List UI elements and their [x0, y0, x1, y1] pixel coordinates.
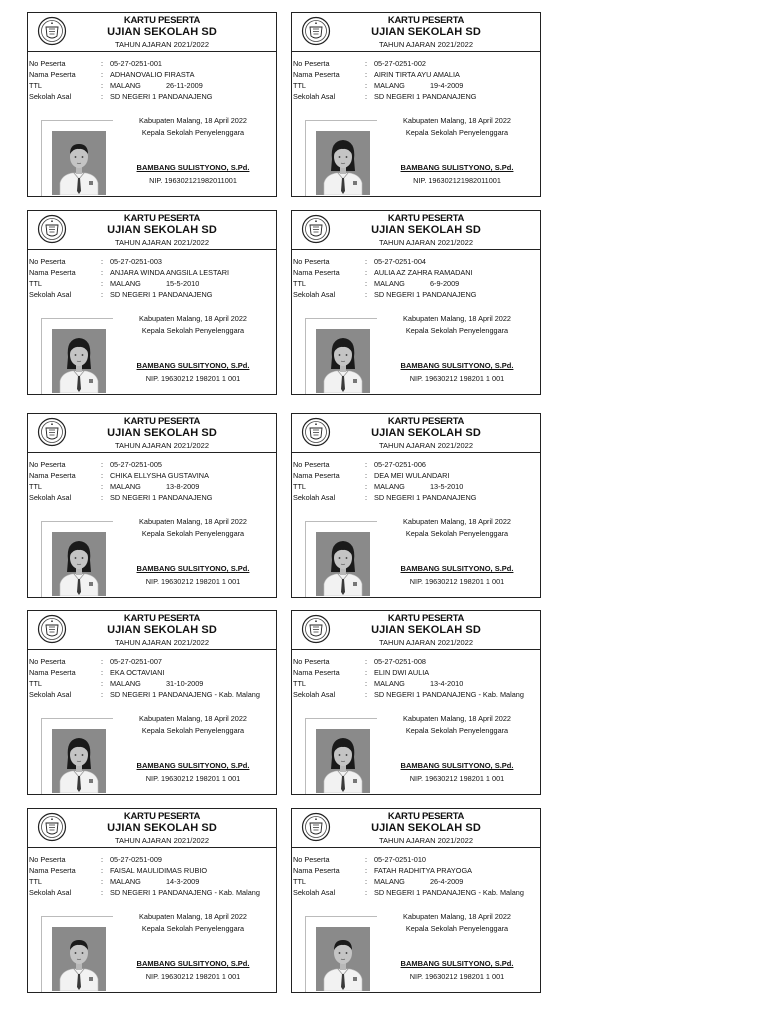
student-photo: [316, 729, 370, 793]
value-nama-peserta: ADHANOVALIO FIRASTA: [110, 70, 195, 79]
photo-frame: [305, 521, 377, 597]
participant-card: [27, 808, 277, 993]
colon: :: [365, 81, 368, 90]
label-no-peserta: No Peserta: [29, 460, 66, 469]
label-nama-peserta: Nama Peserta: [29, 70, 76, 79]
student-photo: [52, 532, 106, 596]
participant-card: [291, 808, 541, 993]
signer-role: Kepala Sekolah Penyelenggara: [141, 128, 245, 137]
student-portrait-icon: [52, 729, 106, 793]
label-sekolah-asal: Sekolah Asal: [29, 493, 72, 502]
signer-name: BAMBANG SULISTYONO, S.Pd.: [400, 163, 514, 172]
label-nama-peserta: Nama Peserta: [293, 866, 340, 875]
card-header: [28, 414, 276, 453]
label-ttl: TTL: [293, 679, 306, 688]
card-subtitle: UJIAN SEKOLAH SD: [107, 427, 217, 439]
photo-frame: [41, 120, 113, 196]
student-portrait-icon: [52, 329, 106, 393]
academic-year: TAHUN AJARAN 2021/2022: [114, 836, 210, 845]
photo-frame: [41, 318, 113, 394]
student-portrait-icon: [316, 729, 370, 793]
student-photo: [52, 131, 106, 195]
value-birth-city: MALANG: [374, 279, 405, 288]
student-photo: [52, 927, 106, 991]
photo-frame: [41, 718, 113, 794]
label-sekolah-asal: Sekolah Asal: [293, 290, 336, 299]
colon: :: [101, 279, 104, 288]
student-portrait-icon: [316, 131, 370, 195]
label-no-peserta: No Peserta: [293, 657, 330, 666]
place-date: Kabupaten Malang, 18 April 2022: [139, 116, 247, 125]
academic-year: TAHUN AJARAN 2021/2022: [378, 638, 474, 647]
signer-nip: NIP. 196302121982011001: [149, 176, 237, 185]
signer-role: Kepala Sekolah Penyelenggara: [141, 924, 245, 933]
value-no-peserta: 05-27-0251-007: [110, 657, 162, 666]
value-sekolah-asal: SD NEGERI 1 PANDANAJENG - Kab. Malang: [110, 888, 260, 897]
signer-nip: NIP. 196302121982011001: [413, 176, 501, 185]
colon: :: [365, 657, 368, 666]
label-sekolah-asal: Sekolah Asal: [293, 92, 336, 101]
student-portrait-icon: [52, 131, 106, 195]
card-header: [292, 611, 540, 650]
colon: :: [101, 657, 104, 666]
signer-name: BAMBANG SULISTYONO, S.Pd.: [136, 163, 250, 172]
academic-year: TAHUN AJARAN 2021/2022: [114, 638, 210, 647]
label-nama-peserta: Nama Peserta: [293, 268, 340, 277]
value-nama-peserta: ELIN DWI AULIA: [374, 668, 430, 677]
card-header: [28, 13, 276, 52]
signer-role: Kepala Sekolah Penyelenggara: [141, 529, 245, 538]
label-ttl: TTL: [293, 482, 306, 491]
photo-frame: [305, 318, 377, 394]
value-nama-peserta: AIRIN TIRTA AYU AMALIA: [374, 70, 460, 79]
label-no-peserta: No Peserta: [29, 657, 66, 666]
value-nama-peserta: ANJARA WINDA ANGSILA LESTARI: [110, 268, 230, 277]
academic-year: TAHUN AJARAN 2021/2022: [378, 238, 474, 247]
value-birth-date: 15-5-2010: [166, 279, 200, 288]
place-date: Kabupaten Malang, 18 April 2022: [139, 517, 247, 526]
colon: :: [101, 257, 104, 266]
signer-role: Kepala Sekolah Penyelenggara: [405, 924, 509, 933]
card-subtitle: UJIAN SEKOLAH SD: [371, 822, 481, 834]
value-sekolah-asal: SD NEGERI 1 PANDANAJENG - Kab. Malang: [374, 888, 524, 897]
value-birth-date: 26-4-2009: [430, 877, 464, 886]
card-title: KARTU PESERTA: [387, 416, 465, 427]
card-subtitle: UJIAN SEKOLAH SD: [371, 224, 481, 236]
signer-name: BAMBANG SULSITYONO, S.Pd.: [400, 959, 514, 968]
value-birth-city: MALANG: [374, 877, 405, 886]
colon: :: [365, 92, 368, 101]
place-date: Kabupaten Malang, 18 April 2022: [403, 912, 511, 921]
value-birth-city: MALANG: [374, 482, 405, 491]
value-birth-date: 13-4-2010: [430, 679, 464, 688]
label-ttl: TTL: [293, 877, 306, 886]
signer-name: BAMBANG SULSITYONO, S.Pd.: [136, 959, 250, 968]
label-no-peserta: No Peserta: [293, 59, 330, 68]
colon: :: [365, 471, 368, 480]
student-photo: [52, 729, 106, 793]
label-no-peserta: No Peserta: [293, 460, 330, 469]
participant-card: [291, 413, 541, 598]
value-birth-date: 14-3-2009: [166, 877, 200, 886]
signer-nip: NIP. 19630212 198201 1 001: [145, 577, 241, 586]
value-birth-city: MALANG: [110, 81, 141, 90]
value-nama-peserta: DEA MEI WULANDARI: [374, 471, 450, 480]
colon: :: [365, 855, 368, 864]
value-sekolah-asal: SD NEGERI 1 PANDANAJENG: [110, 92, 213, 101]
academic-year: TAHUN AJARAN 2021/2022: [114, 238, 210, 247]
label-no-peserta: No Peserta: [29, 59, 66, 68]
label-sekolah-asal: Sekolah Asal: [29, 888, 72, 897]
card-title: KARTU PESERTA: [123, 613, 201, 624]
photo-frame: [41, 916, 113, 992]
value-birth-city: MALANG: [110, 482, 141, 491]
colon: :: [365, 690, 368, 699]
colon: :: [365, 279, 368, 288]
colon: :: [365, 482, 368, 491]
signer-name: BAMBANG SULSITYONO, S.Pd.: [136, 761, 250, 770]
colon: :: [101, 866, 104, 875]
participant-card: [27, 12, 277, 197]
signer-name: BAMBANG SULSITYONO, S.Pd.: [400, 564, 514, 573]
student-photo: [316, 131, 370, 195]
signer-nip: NIP. 19630212 198201 1 001: [409, 374, 505, 383]
card-header: [28, 809, 276, 848]
participant-card: [27, 210, 277, 395]
colon: :: [365, 866, 368, 875]
value-no-peserta: 05-27-0251-003: [110, 257, 162, 266]
colon: :: [101, 460, 104, 469]
value-nama-peserta: FAISAL MAULIDIMAS RUBIO: [110, 866, 208, 875]
student-photo: [316, 927, 370, 991]
card-title: KARTU PESERTA: [387, 213, 465, 224]
student-portrait-icon: [52, 532, 106, 596]
participant-card: [291, 12, 541, 197]
signer-nip: NIP. 19630212 198201 1 001: [145, 972, 241, 981]
colon: :: [365, 668, 368, 677]
label-nama-peserta: Nama Peserta: [293, 668, 340, 677]
academic-year: TAHUN AJARAN 2021/2022: [114, 441, 210, 450]
place-date: Kabupaten Malang, 18 April 2022: [139, 912, 247, 921]
label-ttl: TTL: [293, 279, 306, 288]
colon: :: [101, 877, 104, 886]
value-sekolah-asal: SD NEGERI 1 PANDANAJENG - Kab. Malang: [374, 690, 524, 699]
signer-role: Kepala Sekolah Penyelenggara: [405, 326, 509, 335]
card-header: [292, 809, 540, 848]
value-birth-date: 6-9-2009: [430, 279, 460, 288]
colon: :: [365, 290, 368, 299]
label-sekolah-asal: Sekolah Asal: [29, 690, 72, 699]
value-birth-date: 26-11-2009: [166, 81, 203, 90]
value-birth-date: 13-8-2009: [166, 482, 200, 491]
colon: :: [365, 59, 368, 68]
signer-nip: NIP. 19630212 198201 1 001: [409, 972, 505, 981]
card-subtitle: UJIAN SEKOLAH SD: [371, 26, 481, 38]
label-ttl: TTL: [29, 81, 42, 90]
label-nama-peserta: Nama Peserta: [29, 866, 76, 875]
photo-frame: [305, 718, 377, 794]
card-header: [28, 211, 276, 250]
value-no-peserta: 05-27-0251-004: [374, 257, 426, 266]
signer-nip: NIP. 19630212 198201 1 001: [145, 774, 241, 783]
label-nama-peserta: Nama Peserta: [293, 471, 340, 480]
value-nama-peserta: CHIKA ELLYSHA GUSTAVINA: [110, 471, 209, 480]
label-no-peserta: No Peserta: [293, 257, 330, 266]
participant-card: [291, 610, 541, 795]
participant-card: [27, 413, 277, 598]
value-no-peserta: 05-27-0251-001: [110, 59, 162, 68]
card-subtitle: UJIAN SEKOLAH SD: [107, 822, 217, 834]
academic-year: TAHUN AJARAN 2021/2022: [378, 40, 474, 49]
colon: :: [365, 460, 368, 469]
card-title: KARTU PESERTA: [387, 15, 465, 26]
colon: :: [365, 493, 368, 502]
value-birth-city: MALANG: [374, 81, 405, 90]
colon: :: [101, 81, 104, 90]
card-subtitle: UJIAN SEKOLAH SD: [371, 624, 481, 636]
card-header: [292, 13, 540, 52]
signer-role: Kepala Sekolah Penyelenggara: [405, 726, 509, 735]
colon: :: [365, 257, 368, 266]
card-subtitle: UJIAN SEKOLAH SD: [107, 224, 217, 236]
label-nama-peserta: Nama Peserta: [29, 471, 76, 480]
label-no-peserta: No Peserta: [29, 257, 66, 266]
academic-year: TAHUN AJARAN 2021/2022: [378, 441, 474, 450]
student-portrait-icon: [52, 927, 106, 991]
value-nama-peserta: AULIA AZ ZAHRA RAMADANI: [374, 268, 473, 277]
label-no-peserta: No Peserta: [29, 855, 66, 864]
signer-name: BAMBANG SULSITYONO, S.Pd.: [400, 761, 514, 770]
participant-card: [291, 210, 541, 395]
colon: :: [101, 290, 104, 299]
colon: :: [101, 668, 104, 677]
label-sekolah-asal: Sekolah Asal: [293, 493, 336, 502]
card-subtitle: UJIAN SEKOLAH SD: [107, 26, 217, 38]
label-nama-peserta: Nama Peserta: [29, 668, 76, 677]
card-title: KARTU PESERTA: [123, 416, 201, 427]
card-title: KARTU PESERTA: [387, 811, 465, 822]
student-photo: [316, 329, 370, 393]
student-portrait-icon: [316, 329, 370, 393]
value-birth-date: 31-10-2009: [166, 679, 204, 688]
photo-frame: [305, 916, 377, 992]
value-no-peserta: 05-27-0251-006: [374, 460, 426, 469]
label-sekolah-asal: Sekolah Asal: [293, 888, 336, 897]
label-ttl: TTL: [29, 482, 42, 491]
signer-role: Kepala Sekolah Penyelenggara: [141, 726, 245, 735]
colon: :: [365, 888, 368, 897]
value-birth-date: 13-5-2010: [430, 482, 464, 491]
value-sekolah-asal: SD NEGERI 1 PANDANAJENG - Kab. Malang: [110, 690, 260, 699]
card-header: [28, 611, 276, 650]
signer-nip: NIP. 19630212 198201 1 001: [145, 374, 241, 383]
place-date: Kabupaten Malang, 18 April 2022: [403, 714, 511, 723]
signer-name: BAMBANG SULSITYONO, S.Pd.: [136, 361, 250, 370]
colon: :: [101, 888, 104, 897]
student-portrait-icon: [316, 532, 370, 596]
colon: :: [101, 471, 104, 480]
value-sekolah-asal: SD NEGERI 1 PANDANAJENG: [374, 92, 477, 101]
signer-role: Kepala Sekolah Penyelenggara: [405, 529, 509, 538]
label-nama-peserta: Nama Peserta: [29, 268, 76, 277]
colon: :: [365, 877, 368, 886]
colon: :: [365, 268, 368, 277]
value-birth-city: MALANG: [110, 279, 141, 288]
signer-name: BAMBANG SULSITYONO, S.Pd.: [136, 564, 250, 573]
photo-frame: [41, 521, 113, 597]
colon: :: [101, 70, 104, 79]
photo-frame: [305, 120, 377, 196]
value-sekolah-asal: SD NEGERI 1 PANDANAJENG: [110, 493, 213, 502]
value-birth-city: MALANG: [110, 679, 141, 688]
card-header: [292, 211, 540, 250]
value-no-peserta: 05-27-0251-002: [374, 59, 426, 68]
value-sekolah-asal: SD NEGERI 1 PANDANAJENG: [110, 290, 213, 299]
value-no-peserta: 05-27-0251-005: [110, 460, 162, 469]
card-title: KARTU PESERTA: [123, 213, 201, 224]
student-photo: [52, 329, 106, 393]
academic-year: TAHUN AJARAN 2021/2022: [114, 40, 210, 49]
colon: :: [101, 482, 104, 491]
label-sekolah-asal: Sekolah Asal: [29, 92, 72, 101]
label-ttl: TTL: [29, 877, 42, 886]
colon: :: [101, 92, 104, 101]
academic-year: TAHUN AJARAN 2021/2022: [378, 836, 474, 845]
label-nama-peserta: Nama Peserta: [293, 70, 340, 79]
place-date: Kabupaten Malang, 18 April 2022: [403, 517, 511, 526]
card-title: KARTU PESERTA: [123, 811, 201, 822]
label-no-peserta: No Peserta: [293, 855, 330, 864]
value-nama-peserta: EKA OCTAVIANI: [110, 668, 165, 677]
label-sekolah-asal: Sekolah Asal: [293, 690, 336, 699]
value-no-peserta: 05-27-0251-008: [374, 657, 426, 666]
colon: :: [101, 268, 104, 277]
place-date: Kabupaten Malang, 18 April 2022: [403, 116, 511, 125]
value-birth-city: MALANG: [374, 679, 405, 688]
card-title: KARTU PESERTA: [387, 613, 465, 624]
signer-role: Kepala Sekolah Penyelenggara: [141, 326, 245, 335]
label-ttl: TTL: [29, 679, 42, 688]
colon: :: [365, 679, 368, 688]
card-header: [292, 414, 540, 453]
value-no-peserta: 05-27-0251-009: [110, 855, 162, 864]
card-subtitle: UJIAN SEKOLAH SD: [371, 427, 481, 439]
card-title: KARTU PESERTA: [123, 15, 201, 26]
value-nama-peserta: FATAH RADHITYA PRAYOGA: [374, 866, 472, 875]
value-sekolah-asal: SD NEGERI 1 PANDANAJENG: [374, 290, 477, 299]
participant-card: [27, 610, 277, 795]
label-ttl: TTL: [29, 279, 42, 288]
colon: :: [101, 690, 104, 699]
signer-nip: NIP. 19630212 198201 1 001: [409, 774, 505, 783]
value-birth-city: MALANG: [110, 877, 141, 886]
value-birth-date: 19-4-2009: [430, 81, 464, 90]
student-portrait-icon: [316, 927, 370, 991]
colon: :: [365, 70, 368, 79]
colon: :: [101, 59, 104, 68]
signer-name: BAMBANG SULSITYONO, S.Pd.: [400, 361, 514, 370]
place-date: Kabupaten Malang, 18 April 2022: [403, 314, 511, 323]
student-photo: [316, 532, 370, 596]
colon: :: [101, 855, 104, 864]
place-date: Kabupaten Malang, 18 April 2022: [139, 714, 247, 723]
colon: :: [101, 493, 104, 502]
label-sekolah-asal: Sekolah Asal: [29, 290, 72, 299]
card-subtitle: UJIAN SEKOLAH SD: [107, 624, 217, 636]
colon: :: [101, 679, 104, 688]
label-ttl: TTL: [293, 81, 306, 90]
signer-role: Kepala Sekolah Penyelenggara: [405, 128, 509, 137]
value-no-peserta: 05-27-0251-010: [374, 855, 426, 864]
place-date: Kabupaten Malang, 18 April 2022: [139, 314, 247, 323]
value-sekolah-asal: SD NEGERI 1 PANDANAJENG: [374, 493, 477, 502]
signer-nip: NIP. 19630212 198201 1 001: [409, 577, 505, 586]
